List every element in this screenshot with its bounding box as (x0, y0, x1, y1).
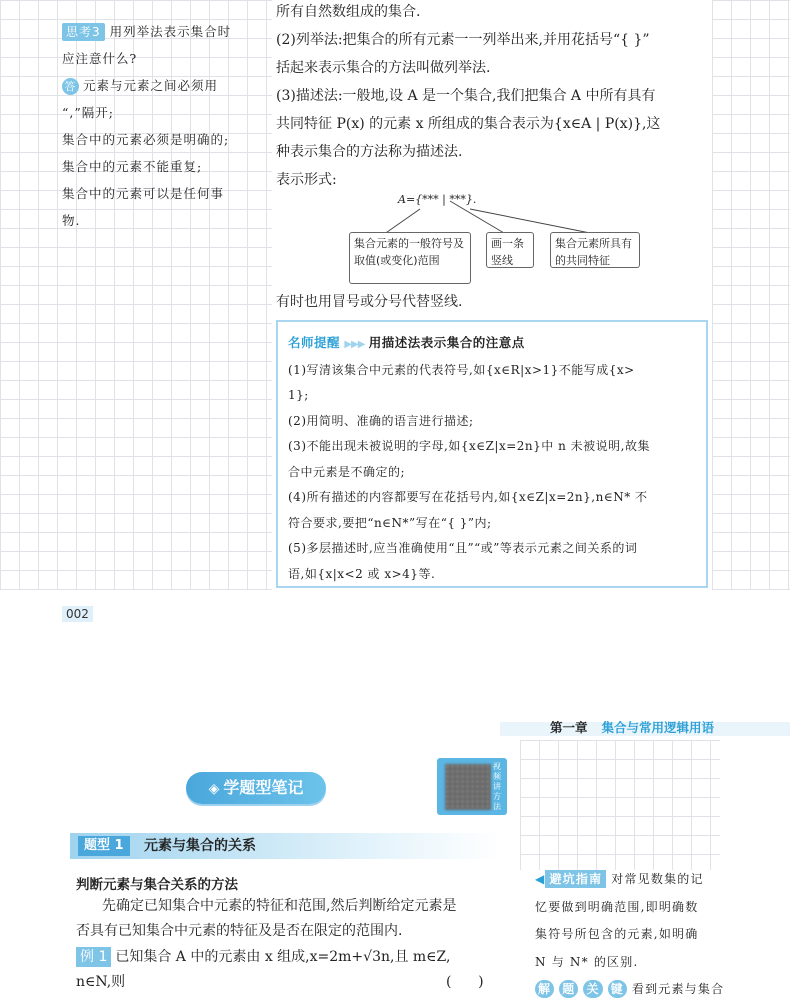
main-line: (3)描述法:一般地,设 A 是一个集合,我们把集合 A 中所有具有 (276, 88, 656, 104)
example-text-2: n∈N,则 (76, 974, 126, 990)
diagram-box-element-symbol: 集合元素的一般符号及取值(或变化)范围 (349, 232, 471, 284)
answer-paren: ( ) (446, 974, 484, 990)
example-1 (76, 945, 516, 995)
guide-line: 对常见数集的记 (611, 872, 704, 886)
type-bar (70, 833, 500, 859)
section-pill-label: 学题型笔记 (223, 778, 304, 797)
guide-line: 集符号所包含的元素,如明确 (535, 927, 699, 941)
example-line-1 (76, 945, 516, 970)
guide-line: 忆要做到明确范围,即明确数 (535, 899, 699, 914)
reminder-line: (5)多层描述时,应当准确使用“且”“或”等表示元素之间关系的词 (288, 541, 638, 555)
key-text: 看到元素与集合 (631, 982, 725, 996)
chapter-number: 第一章 (550, 720, 588, 735)
main-text-block (276, 0, 716, 193)
main-line: 种表示集合的方法称为描述法. (276, 144, 463, 160)
answer-line: 元素与元素之间必须用 (83, 78, 219, 93)
reminder-line: 语,如{x|x<2 或 x>4}等. (288, 566, 436, 581)
key-tag: 关 (583, 980, 602, 998)
main-line: (2)列举法:把集合的所有元素一一列举出来,并用花括号“{ }” (276, 32, 650, 48)
method-line: 否具有已知集合中元素的特征及是否在限定的范围内. (76, 923, 403, 939)
diagram-box-common-feature: 集合元素所具有的共同特征 (550, 232, 640, 268)
guide-line: N 与 N* 的区别. (535, 954, 639, 969)
after-diagram-text: 有时也用冒号或分号代替竖线. (276, 294, 463, 310)
diagram-box-vertical-line: 画一条竖线 (486, 232, 534, 268)
think-question-line-1: 用列举法表示集合时 (109, 24, 232, 39)
key-line (535, 976, 725, 1004)
reminder-tag: 名师提醒 (288, 335, 341, 350)
think-tag: 思考3 (62, 23, 105, 41)
method-heading: 判断元素与集合关系的方法 (76, 877, 238, 893)
video-label: 视频讲方法 (493, 762, 501, 811)
answer-line: 物. (62, 213, 81, 228)
key-tag: 题 (559, 980, 578, 998)
method-text (76, 894, 516, 944)
main-line: 共同特征 P(x) 的元素 x 所组成的集合表示为{x∈A | P(x)},这 (276, 116, 661, 132)
answer-line: 集合中的元素必须是明确的; (62, 132, 230, 147)
reminder-title-row (288, 330, 696, 358)
think-question (62, 18, 262, 72)
reminder-line: 合中元素是不确定的; (288, 464, 406, 479)
grid-background-top-right (712, 0, 790, 590)
reminder-line: (2)用简明、准确的语言进行描述; (288, 413, 474, 428)
method-line: 先确定已知集合中元素的特征和范围,然后判断给定元素是 (102, 898, 457, 914)
chapter-header (550, 718, 714, 736)
reminder-line: (4)所有描述的内容都要写在花括号内,如{x∈Z|x=2n},n∈N* 不 (288, 490, 648, 504)
qr-code-image (445, 764, 491, 810)
answer-line: “,”隔开; (62, 105, 114, 120)
example-line-2 (76, 970, 516, 995)
page-number: 002 (62, 606, 93, 622)
example-tag: 例 1 (76, 947, 111, 967)
main-line: 所有自然数组成的集合. (276, 4, 421, 20)
type-title: 元素与集合的关系 (144, 838, 256, 854)
answer-line: 集合中的元素不能重复; (62, 159, 203, 174)
main-line: 括起来表示集合的方法叫做列举法. (276, 60, 491, 76)
think-question-line-2: 应注意什么? (62, 51, 138, 66)
arrow-icon: ▶▶▶ (344, 339, 365, 350)
reminder-line: (3)不能出现未被说明的字母,如{x∈Z|x=2n}中 n 未被说明,故集 (288, 439, 650, 453)
key-tag: 键 (608, 980, 627, 998)
guide-arrow-icon: ◀ (535, 872, 546, 886)
reminder-line: 1}; (288, 388, 309, 402)
pitfall-guide (535, 866, 725, 1004)
answer-mark: 答 (62, 78, 79, 95)
example-text-1: 已知集合 A 中的元素由 x 组成,x=2m+√3n,且 m∈Z, (115, 949, 451, 965)
guide-first-line (535, 866, 725, 894)
answer-line: 集合中的元素可以是任何事 (62, 186, 225, 201)
chapter-title: 集合与常用逻辑用语 (601, 720, 715, 735)
reminder-line: 符合要求,要把“n∈N*”写在“{ }”内; (288, 515, 492, 530)
teacher-reminder-box (276, 320, 708, 588)
reminder-line: (1)写清该集合中元素的代表符号,如{x∈R|x>1}不能写成{x> (288, 362, 635, 377)
type-tag: 题型 1 (78, 836, 130, 856)
formula-text: A={*** | ***}. (398, 193, 477, 206)
video-qr-code[interactable] (437, 758, 507, 815)
grid-background-bottom (520, 740, 720, 870)
think-answer (62, 72, 262, 234)
reminder-title: 用描述法表示集合的注意点 (368, 335, 525, 350)
key-tag: 解 (535, 980, 554, 998)
main-line: 表示形式: (276, 172, 337, 188)
guide-tag: 避坑指南 (545, 870, 606, 888)
layers-icon: ◈ (208, 781, 220, 797)
connector-mid (450, 201, 504, 233)
section-pill (186, 772, 326, 804)
